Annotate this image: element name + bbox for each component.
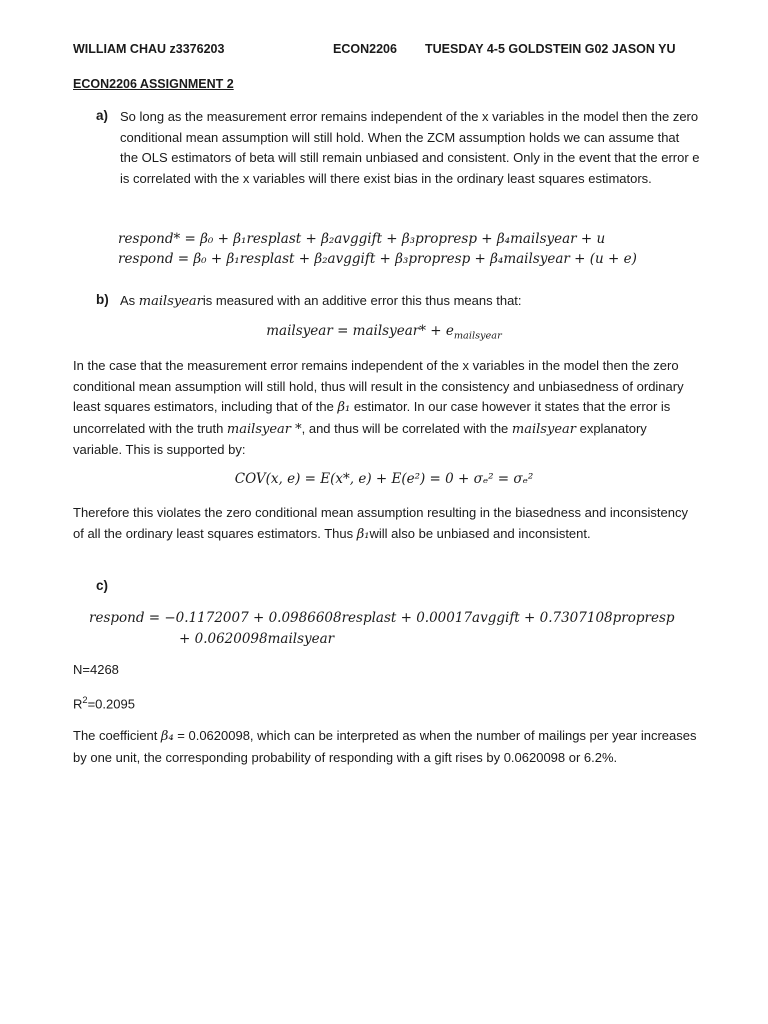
part-b-p1-b: estimator. In our case however it states that the error is uncorrelated with the truth [73,399,671,436]
header-student: WILLIAM CHAU z3376203 [73,42,225,56]
part-c-conc-beta: β₄ [160,729,174,744]
part-b-paragraph-1 [73,356,698,461]
part-b-equation-1 [0,323,768,342]
part-a-equation-2: respond = β₀ + β₁resplast + β₂avggift + β₃propresp + β₄mailsyear + (u + e) [118,251,637,267]
part-b-p1-var1: mailsyear * [226,421,302,437]
part-b-intro-variable: mailsyear [138,294,203,309]
header-course: ECON2206 [333,42,397,56]
part-a-text: So long as the measurement error remains independent of the x variables in the model then the zero conditional mean assumption will still hold. When the ZCM assumption holds we can assume that the OLS estimators of beta will still remain unbiased and consistent. Only in the event that the error e is correlated with the x variables will there exist bias in the ordinary least squares estimators. [120,109,700,186]
part-b-p1-d: explanatory variable. This is supported by: [73,420,647,457]
part-b-p2-b: will also be unbiased and inconsistent. [369,525,591,541]
part-b-intro [120,291,522,313]
part-b-equation-2: COV(x, e) = E(x*, e) + E(e²) = 0 + σₑ² = σₑ² [234,471,534,487]
part-b-p1-c: , and thus will be correlated with the [301,420,512,436]
part-b-equation-1-subscript: mailsyear [453,330,502,342]
part-a-equation-1: respond* = β₀ + β₁resplast + β₂avggift + β₃propresp + β₄mailsyear + u [118,231,606,247]
part-b-p1-beta: β₁ [337,400,351,415]
part-b-p2-beta: β₁ [356,526,370,542]
header-tutorial: TUESDAY 4-5 GOLDSTEIN G02 JASON YU [425,42,676,56]
assignment-title: ECON2206 ASSIGNMENT 2 [73,77,234,91]
r-squared-exponent: 2 [82,695,88,705]
part-b-intro-suffix: is measured with an additive error this thus means that: [202,293,522,308]
sample-size: N=4268 [73,662,119,677]
part-c-conc-b: = 0.0620098, which can be interpreted as when the number of mailings per year increases by one unit, the corresponding probability of responding with a gift rises by 0.0620098 or 6.2%. [73,728,697,765]
part-a-label: a) [96,108,109,123]
part-b-p1-var2: mailsyear [511,421,576,437]
part-b-intro-prefix: As [120,293,139,308]
r-squared-value: =0.2095 [87,696,135,712]
r-squared-symbol: R [73,696,83,712]
part-b-p1-a: In the case that the measurement error remains independent of the x variables in the model then the zero conditional mean assumption will still hold, thus will result in the consistency and unbiasedness of ordinary least squares estimators, including that of the [73,358,684,414]
part-c-conc-a: The coefficient [73,728,161,743]
r-squared [73,695,135,711]
part-c-label: c) [96,578,109,593]
part-c-equation-line-2: + 0.0620098mailsyear [179,631,335,647]
part-b-equation-1-main: mailsyear = mailsyear* + e [266,323,454,339]
part-c-conclusion [73,726,698,768]
part-b-p2-a: Therefore this violates the zero conditional mean assumption resulting in the biasedness and inconsistency of all the ordinary least squares estimators. Thus [73,505,688,541]
part-b-paragraph-2 [73,503,693,545]
part-b-label: b) [96,292,109,307]
part-c-equation-line-1: respond = −0.1172007 + 0.0986608resplast + 0.00017avggift + 0.7307108propresp [89,610,675,626]
